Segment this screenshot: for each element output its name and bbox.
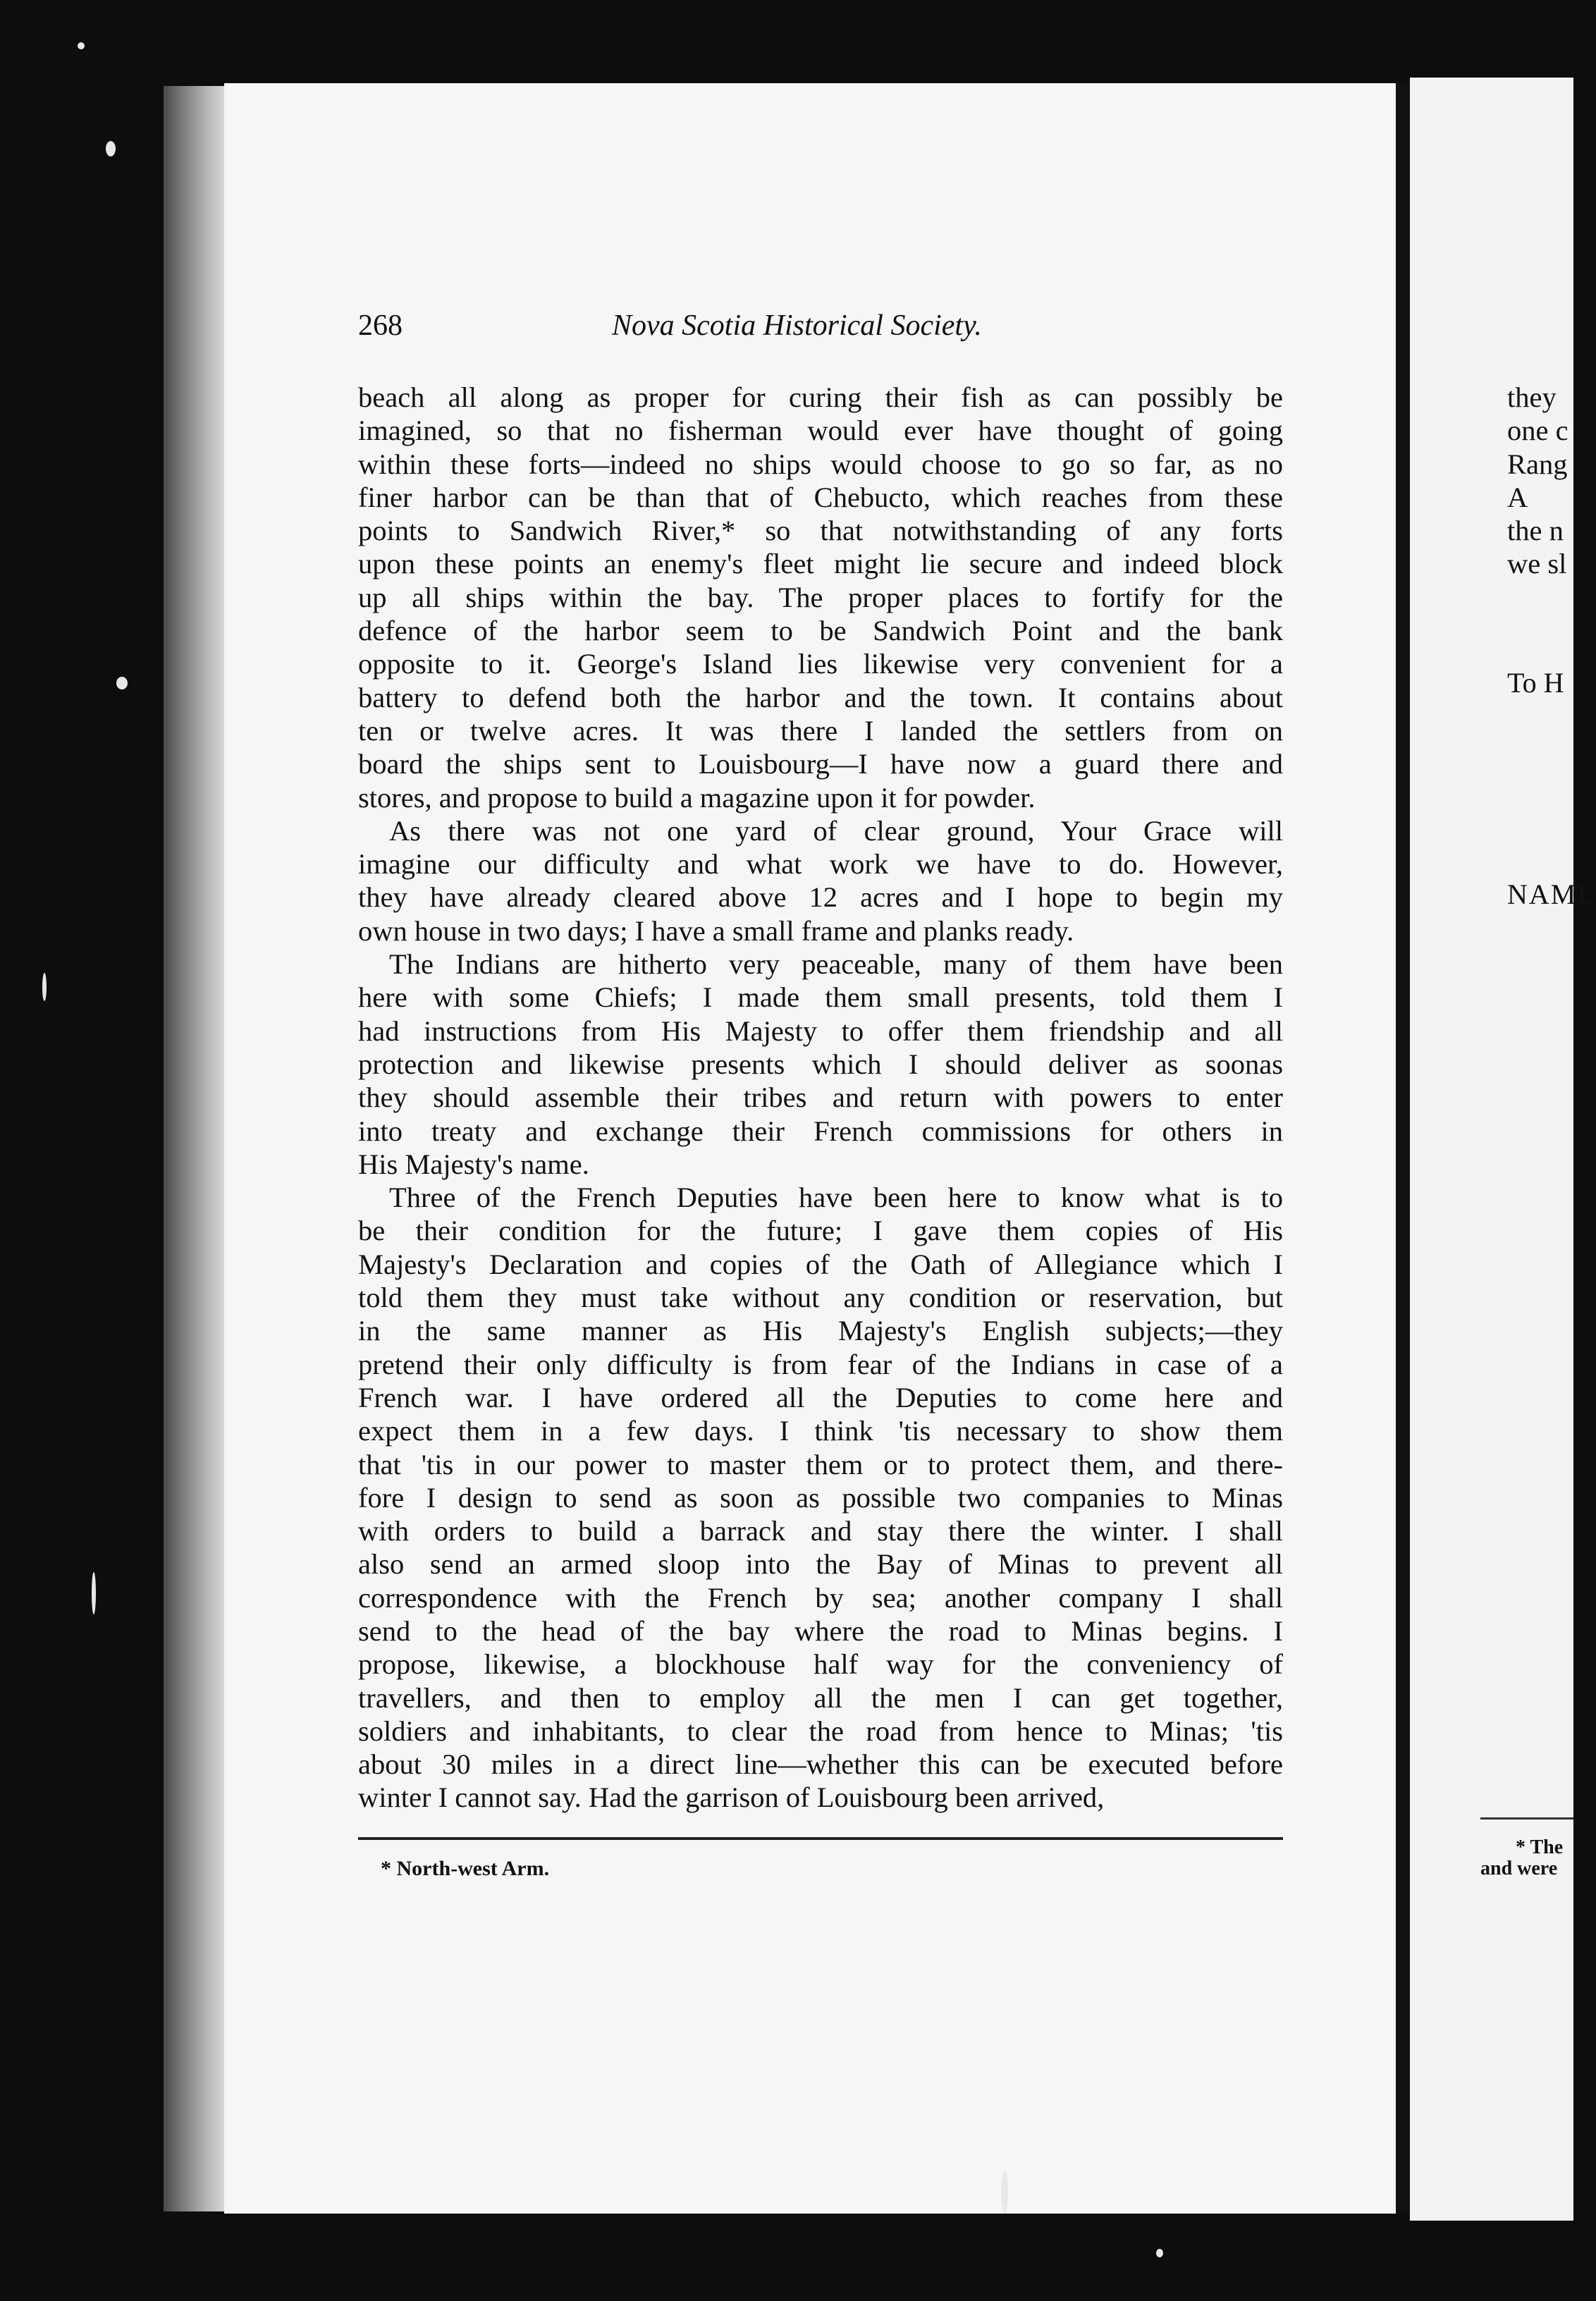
text-line: correspondence with the French by sea; another company I shall bbox=[358, 1581, 1283, 1614]
text-line: finer harbor can be than that of Chebucto, which reaches from these bbox=[358, 481, 1283, 513]
text-line: had instructions from His Majesty to offer them friendship and all bbox=[358, 1014, 1283, 1047]
body-text bbox=[358, 381, 1283, 1815]
text-line: about 30 miles in a direct line—whether this can be executed before bbox=[358, 1748, 1283, 1781]
footnote: * North-west Arm. bbox=[381, 1857, 550, 1880]
facing-footnote-line: * The bbox=[1516, 1836, 1564, 1858]
facing-line: the n bbox=[1507, 515, 1564, 547]
film-speck bbox=[92, 1572, 96, 1614]
text-line: propose, likewise, a blockhouse half way for the conveniency of bbox=[358, 1648, 1283, 1681]
text-line: The Indians are hitherto very peaceable, many of them have been bbox=[389, 948, 1283, 981]
text-line: points to Sandwich River,* so that notwithstanding of any forts bbox=[358, 515, 1283, 547]
text-line: His Majesty's name. bbox=[358, 1148, 589, 1180]
text-line: soldiers and inhabitants, to clear the road from hence to Minas; 'tis bbox=[358, 1714, 1283, 1747]
text-line: winter I cannot say. Had the garrison of Louisbourg been arrived, bbox=[358, 1781, 1105, 1814]
facing-heading: NAME bbox=[1507, 878, 1596, 910]
page-edge bbox=[164, 86, 226, 2211]
facing-line: A bbox=[1507, 481, 1528, 513]
text-line: Majesty's Declaration and copies of the Oath of Allegiance which I bbox=[358, 1248, 1283, 1280]
text-line: imagined, so that no fisherman would ever have thought of going bbox=[358, 415, 1283, 447]
text-line: expect them in a few days. I think 'tis necessary to show them bbox=[358, 1415, 1283, 1447]
film-speck bbox=[1156, 2249, 1163, 2257]
film-speck bbox=[78, 42, 85, 49]
footnote-rule bbox=[358, 1837, 1283, 1840]
text-line: they have already cleared above 12 acres and I hope to begin my bbox=[358, 881, 1283, 914]
text-line: in the same manner as His Majesty's English subjects;—they bbox=[358, 1315, 1283, 1347]
text-line: own house in two days; I have a small frame and planks ready. bbox=[358, 914, 1074, 947]
text-line: here with some Chiefs; I made them small presents, told them I bbox=[358, 981, 1283, 1014]
text-line: defence of the harbor seem to be Sandwich Point and the bank bbox=[358, 615, 1283, 647]
text-line: with orders to build a barrack and stay there the winter. I shall bbox=[358, 1515, 1283, 1547]
text-line: battery to defend both the harbor and the town. It contains about bbox=[358, 681, 1283, 713]
text-line: also send an armed sloop into the Bay of Minas to prevent all bbox=[358, 1548, 1283, 1581]
facing-line: Rang bbox=[1507, 448, 1568, 480]
facing-page-text bbox=[1507, 381, 1569, 581]
text-line: fore I design to send as soon as possible two companies to Minas bbox=[358, 1481, 1283, 1514]
text-line: opposite to it. George's Island lies likewise very convenient for a bbox=[358, 648, 1283, 680]
text-line: up all ships within the bay. The proper places to fortify for the bbox=[358, 581, 1283, 613]
text-line: upon these points an enemy's fleet might lie secure and indeed block bbox=[358, 548, 1283, 580]
film-speck bbox=[42, 973, 47, 1001]
text-line: ten or twelve acres. It was there I landed the settlers from on bbox=[358, 714, 1283, 747]
facing-line: they bbox=[1507, 381, 1557, 413]
text-line: protection and likewise presents which I should deliver as soonas bbox=[358, 1048, 1283, 1080]
text-line: pretend their only difficulty is from fear of the Indians in case of a bbox=[358, 1348, 1283, 1380]
page-number: 268 bbox=[358, 309, 403, 342]
text-line: within these forts—indeed no ships would choose to go so far, as no bbox=[358, 448, 1283, 480]
film-speck bbox=[1001, 2171, 1008, 2214]
text-line: into treaty and exchange their French commissions for others in bbox=[358, 1115, 1283, 1147]
page-header bbox=[358, 309, 1283, 358]
book-gutter bbox=[1396, 83, 1410, 2214]
text-line: they should assemble their tribes and return with powers to enter bbox=[358, 1081, 1283, 1114]
facing-heading: To H bbox=[1507, 667, 1564, 699]
text-line: stores, and propose to build a magazine upon it for powder. bbox=[358, 781, 1036, 814]
facing-line: one c bbox=[1507, 415, 1569, 447]
text-line: that 'tis in our power to master them or to protect them, and there- bbox=[358, 1448, 1283, 1480]
text-line: beach all along as proper for curing their fish as can possibly be bbox=[358, 381, 1283, 413]
text-line: imagine our difficulty and what work we have to do. However, bbox=[358, 848, 1283, 880]
facing-line: we sl bbox=[1507, 548, 1567, 580]
text-line: send to the head of the bay where the road to Minas begins. I bbox=[358, 1614, 1283, 1647]
text-line: told them they must take without any condition or reservation, but bbox=[358, 1282, 1283, 1314]
text-line: board the ships sent to Louisbourg—I have now a guard there and bbox=[358, 748, 1283, 780]
text-line: French war. I have ordered all the Deputies to come here and bbox=[358, 1381, 1283, 1413]
facing-footnote-rule bbox=[1480, 1817, 1573, 1820]
facing-footnote-line: and were bbox=[1480, 1858, 1558, 1879]
text-line: Three of the French Deputies have been here to know what is to bbox=[389, 1182, 1283, 1214]
text-line: be their condition for the future; I gave them copies of His bbox=[358, 1215, 1283, 1247]
film-speck bbox=[116, 677, 128, 689]
film-speck bbox=[106, 141, 116, 157]
running-title: Nova Scotia Historical Society. bbox=[612, 309, 982, 342]
text-line: As there was not one yard of clear ground, Your Grace will bbox=[389, 814, 1283, 847]
facing-footnote bbox=[1480, 1837, 1563, 1879]
text-line: travellers, and then to employ all the men I can get together, bbox=[358, 1681, 1283, 1714]
